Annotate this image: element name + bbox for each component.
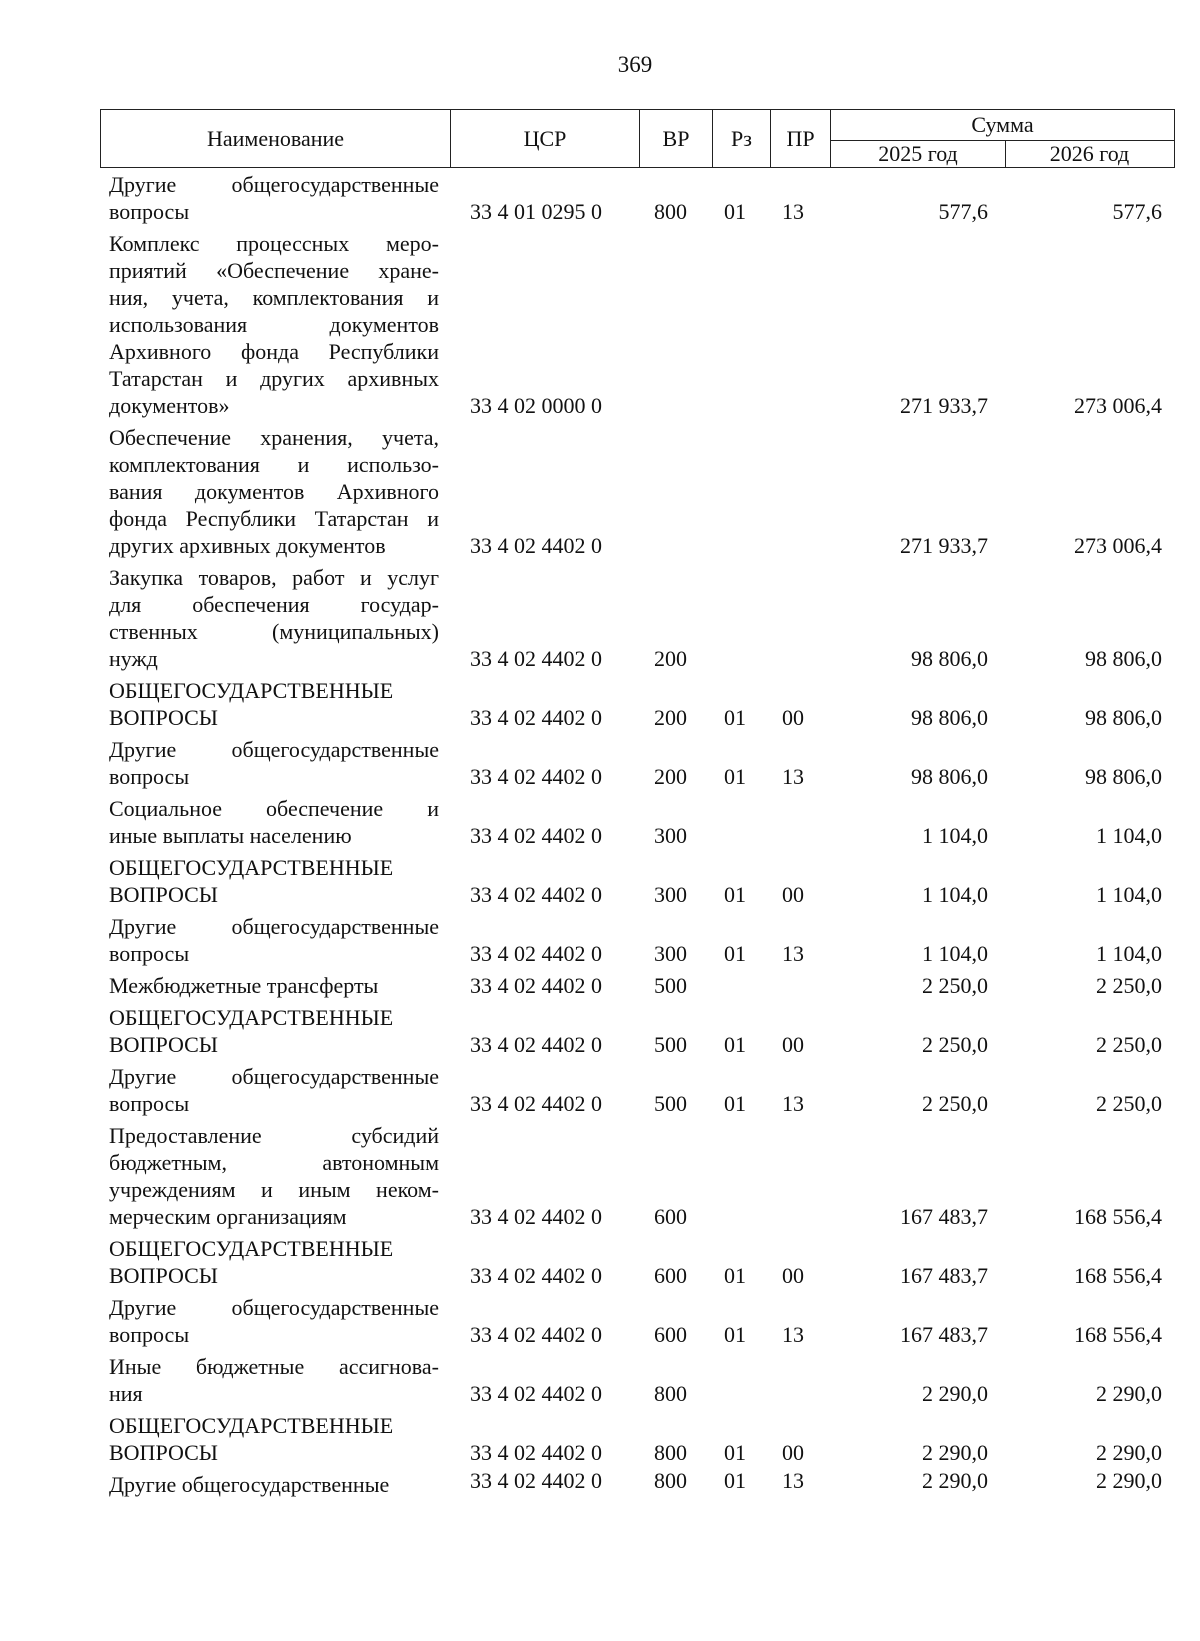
table-row	[0, 1122, 1200, 1230]
row-vr: 600	[654, 1322, 687, 1347]
row-y1: 98 806,0	[911, 646, 988, 671]
row-name-line: ния, учета, комплектования и	[109, 285, 439, 310]
row-pr: 00	[782, 1440, 804, 1465]
row-y2: 2 290,0	[1096, 1381, 1162, 1406]
row-vr: 500	[654, 973, 687, 998]
row-name-line: бюджетным, автономным	[109, 1150, 439, 1175]
row-rz: 01	[724, 1440, 746, 1465]
row-rz: 01	[724, 1091, 746, 1116]
row-csr: 33 4 02 4402 0	[470, 1468, 602, 1493]
row-pr: 13	[782, 1468, 804, 1493]
row-vr: 300	[654, 941, 687, 966]
row-name-line: вопросы	[109, 1091, 190, 1116]
row-y1: 577,6	[938, 199, 988, 224]
row-name-line: вания документов Архивного	[109, 479, 439, 504]
header-pr: ПР	[771, 110, 831, 167]
row-vr: 500	[654, 1032, 687, 1057]
row-y2: 2 290,0	[1096, 1440, 1162, 1465]
row-name-line: ВОПРОСЫ	[109, 882, 218, 907]
row-name-line: приятий «Обеспечение хране-	[109, 258, 439, 283]
header-csr: ЦСР	[451, 110, 640, 167]
row-name-line: комплектования и использо-	[109, 452, 439, 477]
row-name-line: ОБЩЕГОСУДАРСТВЕННЫЕ	[109, 678, 394, 703]
table-row	[0, 677, 1200, 731]
row-vr: 200	[654, 764, 687, 789]
row-name	[109, 1353, 439, 1407]
row-name-line: ВОПРОСЫ	[109, 1440, 218, 1465]
row-rz: 01	[724, 1263, 746, 1288]
row-y1: 167 483,7	[900, 1263, 988, 1288]
row-y1: 167 483,7	[900, 1322, 988, 1347]
row-y1: 1 104,0	[922, 882, 988, 907]
row-y2: 168 556,4	[1074, 1322, 1162, 1347]
row-name-line: ОБЩЕГОСУДАРСТВЕННЫЕ	[109, 855, 394, 880]
row-name-line: Предоставление субсидий	[109, 1123, 439, 1148]
row-name-line: ОБЩЕГОСУДАРСТВЕННЫЕ	[109, 1005, 394, 1030]
row-csr: 33 4 02 4402 0	[470, 705, 602, 730]
row-name	[109, 1122, 439, 1230]
row-name	[109, 424, 439, 559]
row-y2: 98 806,0	[1085, 705, 1162, 730]
row-vr: 800	[654, 1468, 687, 1493]
row-name-line: Другие общегосударственные	[109, 172, 439, 197]
row-csr: 33 4 02 4402 0	[470, 1440, 602, 1465]
table-row	[0, 1004, 1200, 1058]
row-y2: 273 006,4	[1074, 393, 1162, 418]
row-name-line: Архивного фонда Республики	[109, 339, 439, 364]
table-row	[0, 795, 1200, 849]
header-rz: Рз	[713, 110, 771, 167]
header-year-2026: 2026 год	[1049, 140, 1130, 166]
row-pr: 13	[782, 1091, 804, 1116]
row-csr: 33 4 01 0295 0	[470, 199, 602, 224]
table-row	[0, 171, 1200, 225]
row-name	[109, 1004, 439, 1058]
row-name-line: ВОПРОСЫ	[109, 705, 218, 730]
row-name-line: вопросы	[109, 941, 190, 966]
row-y1: 98 806,0	[911, 705, 988, 730]
row-pr: 13	[782, 941, 804, 966]
row-name-line: Другие общегосударственные	[109, 1295, 439, 1320]
row-rz: 01	[724, 1032, 746, 1057]
row-name-line: ОБЩЕГОСУДАРСТВЕННЫЕ	[109, 1413, 394, 1438]
row-rz: 01	[724, 1468, 746, 1493]
row-name-line: Закупка товаров, работ и услуг	[109, 565, 439, 590]
table-row	[0, 1235, 1200, 1289]
row-csr: 33 4 02 4402 0	[470, 646, 602, 671]
row-name	[109, 564, 439, 672]
row-name-line: ВОПРОСЫ	[109, 1032, 218, 1057]
row-pr: 00	[782, 1263, 804, 1288]
row-name-line: иные выплаты населению	[109, 823, 352, 848]
table-row	[0, 1294, 1200, 1348]
row-name-line: фонда Республики Татарстан и	[109, 506, 439, 531]
row-name-line: ственных (муниципальных)	[109, 619, 439, 644]
row-vr: 800	[654, 1381, 687, 1406]
row-vr: 800	[654, 199, 687, 224]
row-csr: 33 4 02 4402 0	[470, 973, 602, 998]
row-name	[109, 677, 439, 731]
row-y1: 98 806,0	[911, 764, 988, 789]
row-name-line: учреждениям и иным неком-	[109, 1177, 439, 1202]
row-y1: 2 250,0	[922, 973, 988, 998]
row-name	[109, 171, 439, 225]
row-y2: 168 556,4	[1074, 1204, 1162, 1229]
row-y1: 2 290,0	[922, 1468, 988, 1493]
table-body	[0, 171, 1200, 1503]
row-pr: 00	[782, 1032, 804, 1057]
header-year-2025: 2025 год	[831, 140, 1006, 167]
row-pr: 13	[782, 764, 804, 789]
row-vr: 300	[654, 882, 687, 907]
row-y2: 1 104,0	[1096, 941, 1162, 966]
row-name	[109, 1063, 439, 1117]
table-row	[0, 1412, 1200, 1466]
table-row	[0, 1468, 1200, 1498]
row-csr: 33 4 02 4402 0	[470, 1322, 602, 1347]
row-y1: 1 104,0	[922, 941, 988, 966]
row-y2: 273 006,4	[1074, 533, 1162, 558]
table-row	[0, 736, 1200, 790]
row-vr: 200	[654, 646, 687, 671]
row-y2: 1 104,0	[1096, 823, 1162, 848]
row-vr: 600	[654, 1263, 687, 1288]
row-y1: 2 250,0	[922, 1091, 988, 1116]
row-csr: 33 4 02 4402 0	[470, 1381, 602, 1406]
row-y1: 271 933,7	[900, 533, 988, 558]
row-name-line: Татарстан и других архивных	[109, 366, 439, 391]
row-name-line: Другие общегосударственные	[109, 1064, 439, 1089]
row-name-line: мерческим организациям	[109, 1204, 347, 1229]
table-row	[0, 564, 1200, 672]
row-y2: 577,6	[1112, 199, 1162, 224]
row-name-line: вопросы	[109, 1322, 190, 1347]
row-name-line: Социальное обеспечение и	[109, 796, 439, 821]
row-csr: 33 4 02 4402 0	[470, 1091, 602, 1116]
row-vr: 800	[654, 1440, 687, 1465]
row-pr: 13	[782, 1322, 804, 1347]
row-vr: 200	[654, 705, 687, 730]
header-sum: Сумма	[831, 110, 1174, 141]
page-number: 369	[617, 52, 653, 77]
row-csr: 33 4 02 4402 0	[470, 764, 602, 789]
row-y2: 98 806,0	[1085, 646, 1162, 671]
row-name-line: нужд	[109, 646, 158, 671]
row-rz: 01	[724, 882, 746, 907]
row-name	[109, 972, 439, 999]
row-rz: 01	[724, 705, 746, 730]
row-csr: 33 4 02 0000 0	[470, 393, 602, 418]
row-csr: 33 4 02 4402 0	[470, 1032, 602, 1057]
row-y1: 167 483,7	[900, 1204, 988, 1229]
row-vr: 300	[654, 823, 687, 848]
row-name-line: других архивных документов	[109, 533, 386, 558]
row-name-line: Комплекс процессных меро-	[109, 231, 439, 256]
row-name	[109, 1235, 439, 1289]
table-row	[0, 854, 1200, 908]
row-name	[109, 795, 439, 849]
row-rz: 01	[724, 1322, 746, 1347]
row-y2: 2 250,0	[1096, 973, 1162, 998]
row-name	[109, 913, 439, 967]
row-name-line: Обеспечение хранения, учета,	[109, 425, 439, 450]
row-name	[109, 1294, 439, 1348]
row-y2: 2 250,0	[1096, 1032, 1162, 1057]
row-name-line: Другие общегосударственные	[109, 737, 439, 762]
row-name-line: Другие общегосударственные	[109, 1472, 390, 1497]
row-name	[109, 854, 439, 908]
row-name-line: Межбюджетные трансферты	[109, 973, 379, 998]
row-name	[109, 1471, 439, 1498]
row-vr: 600	[654, 1204, 687, 1229]
table-row	[0, 424, 1200, 559]
row-name-line: для обеспечения государ-	[109, 592, 439, 617]
row-name-line: использования документов	[109, 312, 439, 337]
row-name-line: документов»	[109, 393, 230, 418]
row-vr: 500	[654, 1091, 687, 1116]
row-pr: 13	[782, 199, 804, 224]
row-rz: 01	[724, 941, 746, 966]
row-y2: 2 250,0	[1096, 1091, 1162, 1116]
row-y2: 98 806,0	[1085, 764, 1162, 789]
row-y1: 2 290,0	[922, 1381, 988, 1406]
row-name	[109, 230, 439, 419]
row-y1: 1 104,0	[922, 823, 988, 848]
row-name-line: ВОПРОСЫ	[109, 1263, 218, 1288]
table-header	[100, 109, 1175, 168]
row-name-line: вопросы	[109, 764, 190, 789]
row-name-line: ОБЩЕГОСУДАРСТВЕННЫЕ	[109, 1236, 394, 1261]
row-name-line: ния	[109, 1381, 143, 1406]
row-name-line: Другие общегосударственные	[109, 914, 439, 939]
row-csr: 33 4 02 4402 0	[470, 823, 602, 848]
row-csr: 33 4 02 4402 0	[470, 533, 602, 558]
row-pr: 00	[782, 882, 804, 907]
row-rz: 01	[724, 764, 746, 789]
row-y2: 168 556,4	[1074, 1263, 1162, 1288]
row-pr: 00	[782, 705, 804, 730]
header-vr: ВР	[640, 110, 713, 167]
row-y2: 2 290,0	[1096, 1468, 1162, 1493]
row-csr: 33 4 02 4402 0	[470, 1263, 602, 1288]
row-y1: 2 290,0	[922, 1440, 988, 1465]
row-csr: 33 4 02 4402 0	[470, 941, 602, 966]
table-row	[0, 1063, 1200, 1117]
table-row	[0, 972, 1200, 999]
row-name	[109, 736, 439, 790]
row-y1: 2 250,0	[922, 1032, 988, 1057]
row-csr: 33 4 02 4402 0	[470, 1204, 602, 1229]
row-name-line: вопросы	[109, 199, 190, 224]
row-y1: 271 933,7	[900, 393, 988, 418]
table-row	[0, 1353, 1200, 1407]
row-y2: 1 104,0	[1096, 882, 1162, 907]
row-name	[109, 1412, 439, 1466]
row-rz: 01	[724, 199, 746, 224]
table-row	[0, 913, 1200, 967]
row-name-line: Иные бюджетные ассигнова-	[109, 1354, 439, 1379]
header-name: Наименование	[101, 110, 451, 167]
row-csr: 33 4 02 4402 0	[470, 882, 602, 907]
table-row	[0, 230, 1200, 419]
